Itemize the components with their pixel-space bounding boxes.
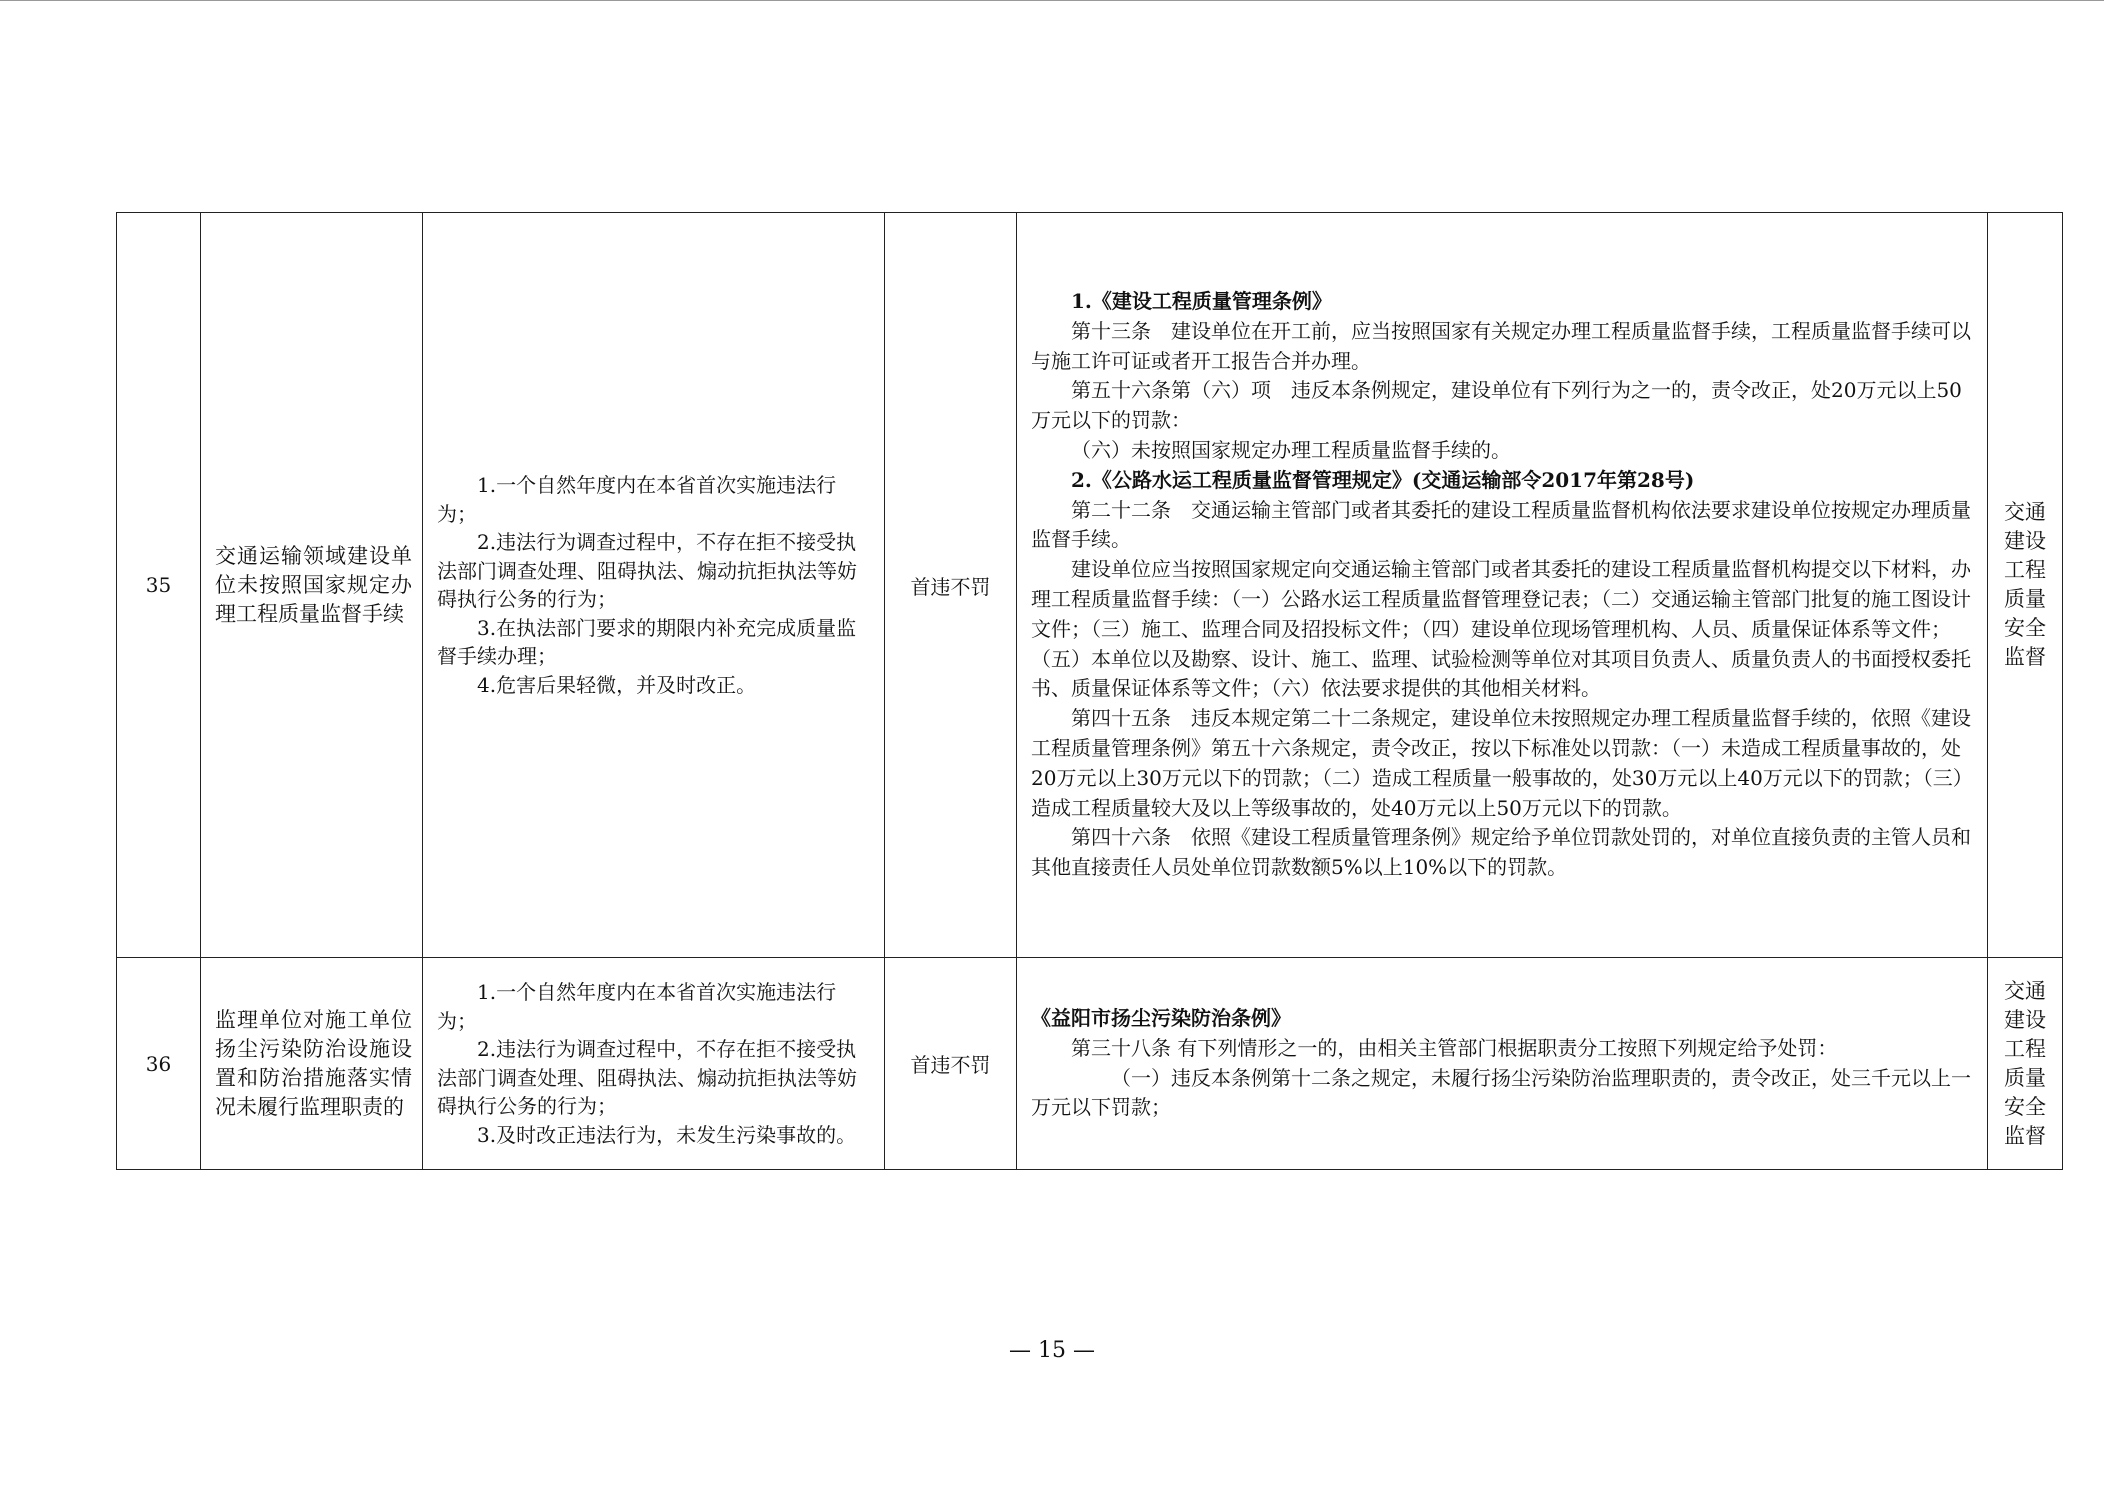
condition-line: 1.一个自然年度内在本省首次实施违法行为； bbox=[437, 473, 837, 526]
violation-item: 交通运输领域建设单位未按照国家规定办理工程质量监督手续 bbox=[201, 213, 423, 958]
article-text: 第四十六条 依照《建设工程质量管理条例》规定给予单位罚款处罚的，对单位直接负责的主管人员和其他直接责任人员处单位罚款数额5%以上10%以下的罚款。 bbox=[1031, 825, 1971, 880]
article-text: 第十三条 建设单位在开工前，应当按照国家有关规定办理工程质量监督手续，工程质量监督手续可以与施工许可证或者开工报告合并办理。 bbox=[1031, 318, 1971, 373]
penalty-result: 首违不罚 bbox=[885, 958, 1017, 1170]
department-cell bbox=[1988, 958, 2063, 1170]
article-text: （一）违反本条例第十二条之规定，未履行扬尘污染防治监理职责的，责令改正，处三千元以上一万元以下罚款； bbox=[1031, 1065, 1971, 1120]
violation-item: 监理单位对施工单位扬尘污染防治设施设置和防治措施落实情况未履行监理职责的 bbox=[201, 958, 423, 1170]
legal-basis bbox=[1017, 213, 1988, 958]
article-text: 第三十八条 有下列情形之一的，由相关主管部门根据职责分工按照下列规定给予处罚： bbox=[1071, 1035, 1838, 1060]
article-text: 第四十五条 违反本规定第二十二条规定，建设单位未按照规定办理工程质量监督手续的，依照《建设工程质量管理条例》第五十六条规定，责令改正，按以下标准处以罚款：（一）未造成工程质量事故的，处20万元以上30万元以下的罚款；（二）造成工程质量一般事故的，处30万元以上40万元以下的罚款；（三）造成工程质量较大及以上等级事故的，处40万元以上50万元以下的罚款。 bbox=[1031, 706, 1973, 820]
condition-line: 3.及时改正违法行为，未发生污染事故的。 bbox=[477, 1122, 857, 1147]
condition-line: 1.一个自然年度内在本省首次实施违法行为； bbox=[437, 980, 837, 1033]
article-text: 第二十二条 交通运输主管部门或者其委托的建设工程质量监督机构依法要求建设单位按规定办理质量监督手续。 bbox=[1031, 497, 1971, 552]
exemption-conditions bbox=[423, 213, 885, 958]
condition-line: 4.危害后果轻微，并及时改正。 bbox=[477, 672, 757, 697]
condition-line: 3.在执法部门要求的期限内补充完成质量监督手续办理； bbox=[437, 615, 857, 668]
exemption-conditions bbox=[423, 958, 885, 1170]
department-cell bbox=[1988, 213, 2063, 958]
regulation-title: 2.《公路水运工程质量监督管理规定》(交通运输部令2017年第28号) bbox=[1071, 467, 1695, 492]
top-border-line bbox=[0, 0, 2104, 1]
row-number: 36 bbox=[117, 958, 201, 1170]
penalty-result: 首违不罚 bbox=[885, 213, 1017, 958]
regulation-title: 1.《建设工程质量管理条例》 bbox=[1071, 289, 1332, 314]
article-text: （六）未按照国家规定办理工程质量监督手续的。 bbox=[1071, 438, 1511, 463]
condition-line: 2.违法行为调查过程中，不存在拒不接受执法部门调查处理、阻碍执法、煽动抗拒执法等妨碍执行公务的行为； bbox=[437, 1037, 857, 1118]
penalty-exemption-table bbox=[116, 212, 2063, 1170]
table-row bbox=[117, 213, 2063, 958]
regulation-title: 《益阳市扬尘污染防治条例》 bbox=[1031, 1005, 1291, 1030]
table-row bbox=[117, 958, 2063, 1170]
legal-basis bbox=[1017, 958, 1988, 1170]
department-name: 交通建设工程质量安全监督 bbox=[2004, 500, 2046, 669]
page-number: — 15 — bbox=[1009, 1338, 1095, 1363]
condition-line: 2.违法行为调查过程中，不存在拒不接受执法部门调查处理、阻碍执法、煽动抗拒执法等妨碍执行公务的行为； bbox=[437, 530, 857, 611]
department-name: 交通建设工程质量安全监督 bbox=[2004, 978, 2046, 1148]
row-number: 35 bbox=[117, 213, 201, 958]
article-text: 建设单位应当按照国家规定向交通运输主管部门或者其委托的建设工程质量监督机构提交以下材料，办理工程质量监督手续：（一）公路水运工程质量监督管理登记表；（二）交通运输主管部门批复的施工图设计文件；（三）施工、监理合同及招投标文件；（四）建设单位现场管理机构、人员、质量保证体系等文件；（五）本单位以及勘察、设计、施工、监理、试验检测等单位对其项目负责人、质量负责人的书面授权委托书、质量保证体系等文件；（六）依法要求提供的其他相关材料。 bbox=[1031, 557, 1971, 701]
article-text: 第五十六条第（六）项 违反本条例规定，建设单位有下列行为之一的，责令改正，处20万元以上50万元以下的罚款： bbox=[1031, 378, 1962, 433]
